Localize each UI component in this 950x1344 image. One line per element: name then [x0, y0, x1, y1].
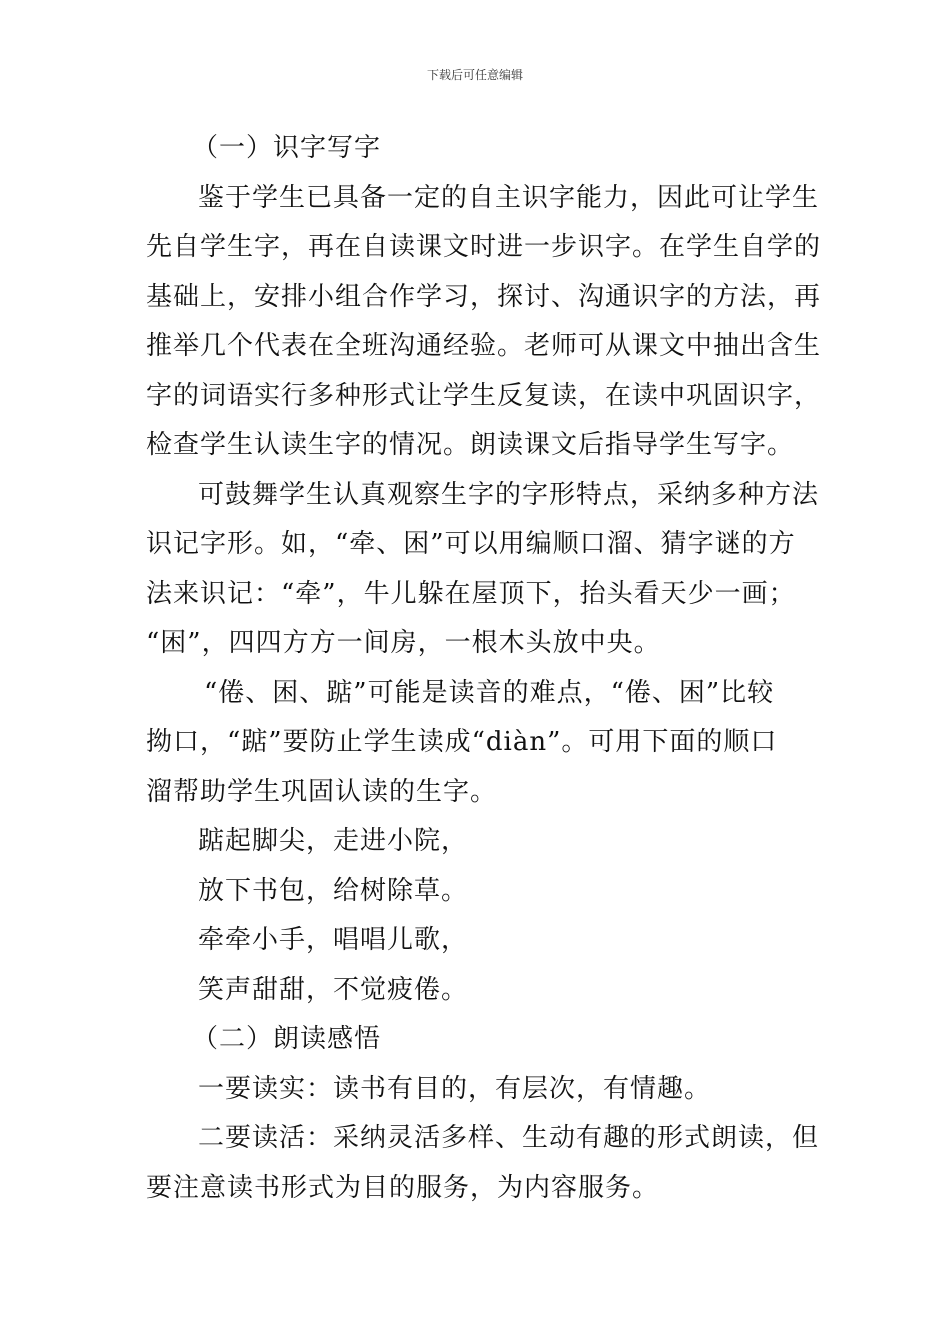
paragraph-line: 二要读活：采纳灵活多样、生动有趣的形式朗读，但 — [198, 1123, 820, 1153]
paragraph-line: 可鼓舞学生认真观察生字的字形特点，采纳多种方法 — [198, 479, 820, 510]
rhyme-line: 笑声甜甜，不觉疲倦。 — [198, 974, 469, 1005]
section-heading-1: （一）识字写字 — [192, 133, 382, 163]
paragraph-line: 字的词语实行多种形式让学生反复读，在读中巩固识字， — [146, 380, 822, 411]
page-header: 下载后可任意编辑 — [426, 68, 523, 82]
paragraph-line: 基础上，安排小组合作学习，探讨、沟通识字的方法，再 — [146, 281, 822, 312]
paragraph-line: 要注意读书形式为目的服务，为内容服务。 — [146, 1172, 660, 1203]
rhyme-line: 踮起脚尖，走进小院， — [198, 826, 469, 856]
rhyme-line: 放下书包，给树除草。 — [198, 875, 469, 906]
paragraph-line: 检查学生认读生字的情况。朗读课文后指导学生写字。 — [146, 430, 795, 460]
paragraph-line: 一要读实：读书有目的，有层次，有情趣。 — [198, 1073, 712, 1104]
paragraph-line: “倦、困、踮”可能是读音的难点，“倦、困”比较 — [204, 677, 775, 708]
document-body — [146, 124, 822, 1213]
paragraph-line: 推举几个代表在全班沟通经验。老师可从课文中抽出含生 — [146, 331, 822, 361]
paragraph-line: 识记字形。如，“牵、困”可以用编顺口溜、猜字谜的方 — [146, 529, 796, 559]
section-heading-2: （二）朗读感悟 — [192, 1024, 382, 1054]
paragraph-line: 拗口，“踮”要防止学生读成“diàn”。可用下面的顺口 — [146, 727, 778, 757]
paragraph-line: 先自学生字，再在自读课文时进一步识字。在学生自学的 — [146, 232, 822, 262]
paragraph-line: 鉴于学生已具备一定的自主识字能力，因此可让学生 — [198, 182, 820, 213]
paragraph-line: “困”，四四方方一间房，一根木头放中央。 — [146, 628, 661, 658]
rhyme-line: 牵牵小手，唱唱儿歌， — [198, 925, 469, 955]
paragraph-line: 溜帮助学生巩固认读的生字。 — [146, 776, 498, 807]
paragraph-line: 法来识记：“牵”，牛儿躲在屋顶下，抬头看天少一画； — [146, 578, 796, 609]
